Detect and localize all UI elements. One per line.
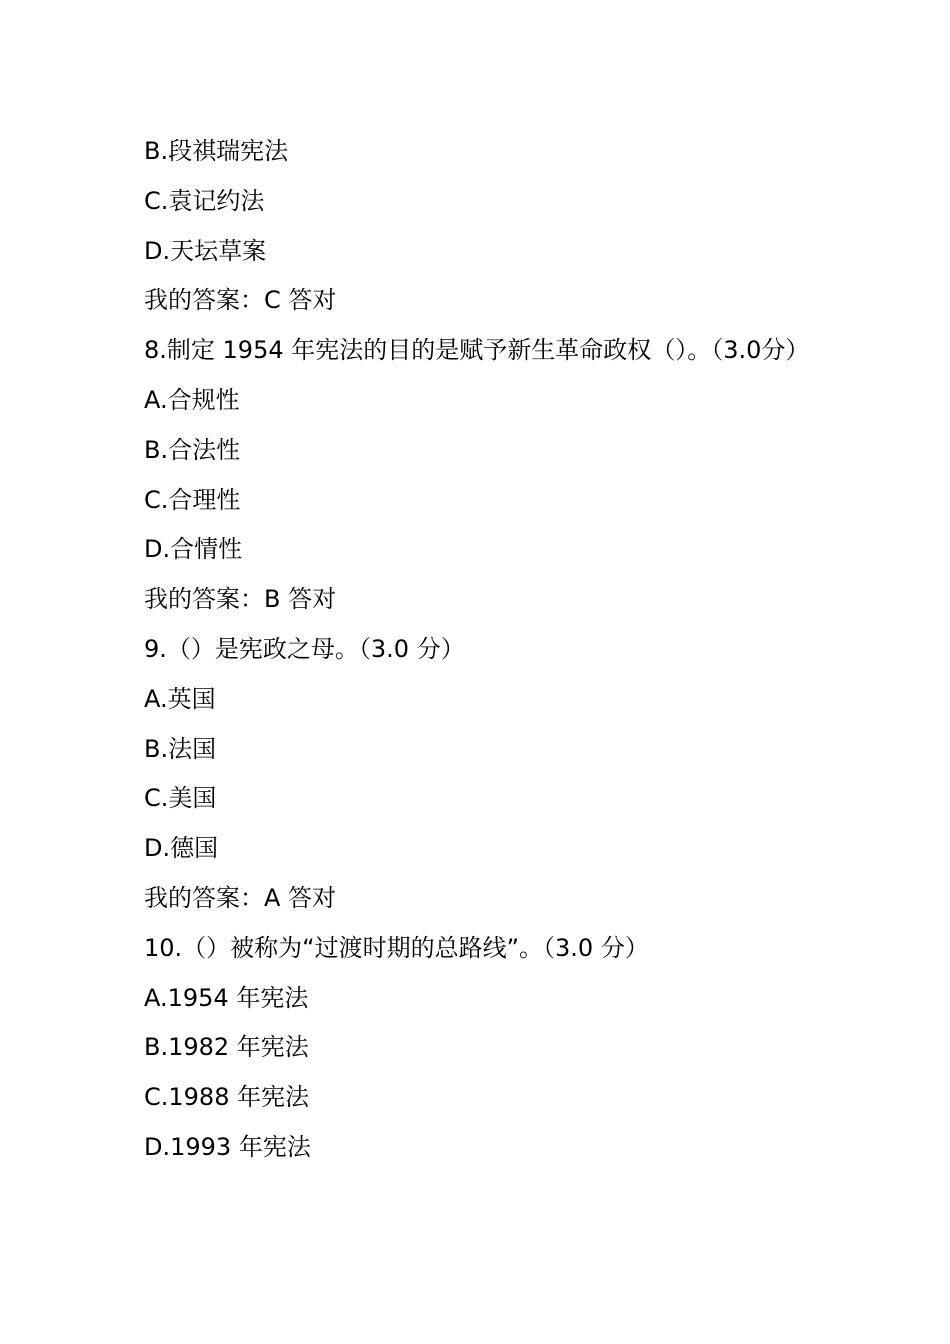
my-answer-q7: 我的答案：C 答对 — [144, 286, 337, 315]
my-answer-q9: 我的答案：A 答对 — [144, 883, 337, 912]
option-d-q10: D.1993 年宪法 — [144, 1132, 311, 1161]
option-d-q9: D.德国 — [144, 834, 219, 863]
option-b-q7: B.段祺瑞宪法 — [144, 137, 289, 165]
question-10: 10.（）被称为“过渡时期的总路线”。（3.0 分） — [144, 933, 649, 962]
option-b-q8: B.合法性 — [144, 435, 241, 464]
option-a-q8: A.合规性 — [144, 385, 240, 414]
option-a-q10: A.1954 年宪法 — [144, 983, 309, 1012]
my-answer-q8: 我的答案：B 答对 — [144, 585, 337, 614]
quiz-content — [144, 127, 814, 1173]
option-c-q7: C.袁记约法 — [144, 186, 265, 215]
option-c-q10: C.1988 年宪法 — [144, 1083, 310, 1112]
question-8: 8.制定 1954 年宪法的目的是赋予新生革命政权（）。（3.0分） — [144, 336, 810, 365]
option-d-q8: D.合情性 — [144, 535, 243, 564]
option-a-q9: A.英国 — [144, 684, 216, 713]
option-d-q7: D.天坛草案 — [144, 236, 267, 265]
option-b-q9: B.法国 — [144, 734, 217, 763]
question-9: 9.（）是宪政之母。（3.0 分） — [144, 634, 465, 663]
option-c-q9: C.美国 — [144, 784, 217, 813]
option-c-q8: C.合理性 — [144, 485, 241, 514]
option-b-q10: B.1982 年宪法 — [144, 1033, 309, 1062]
